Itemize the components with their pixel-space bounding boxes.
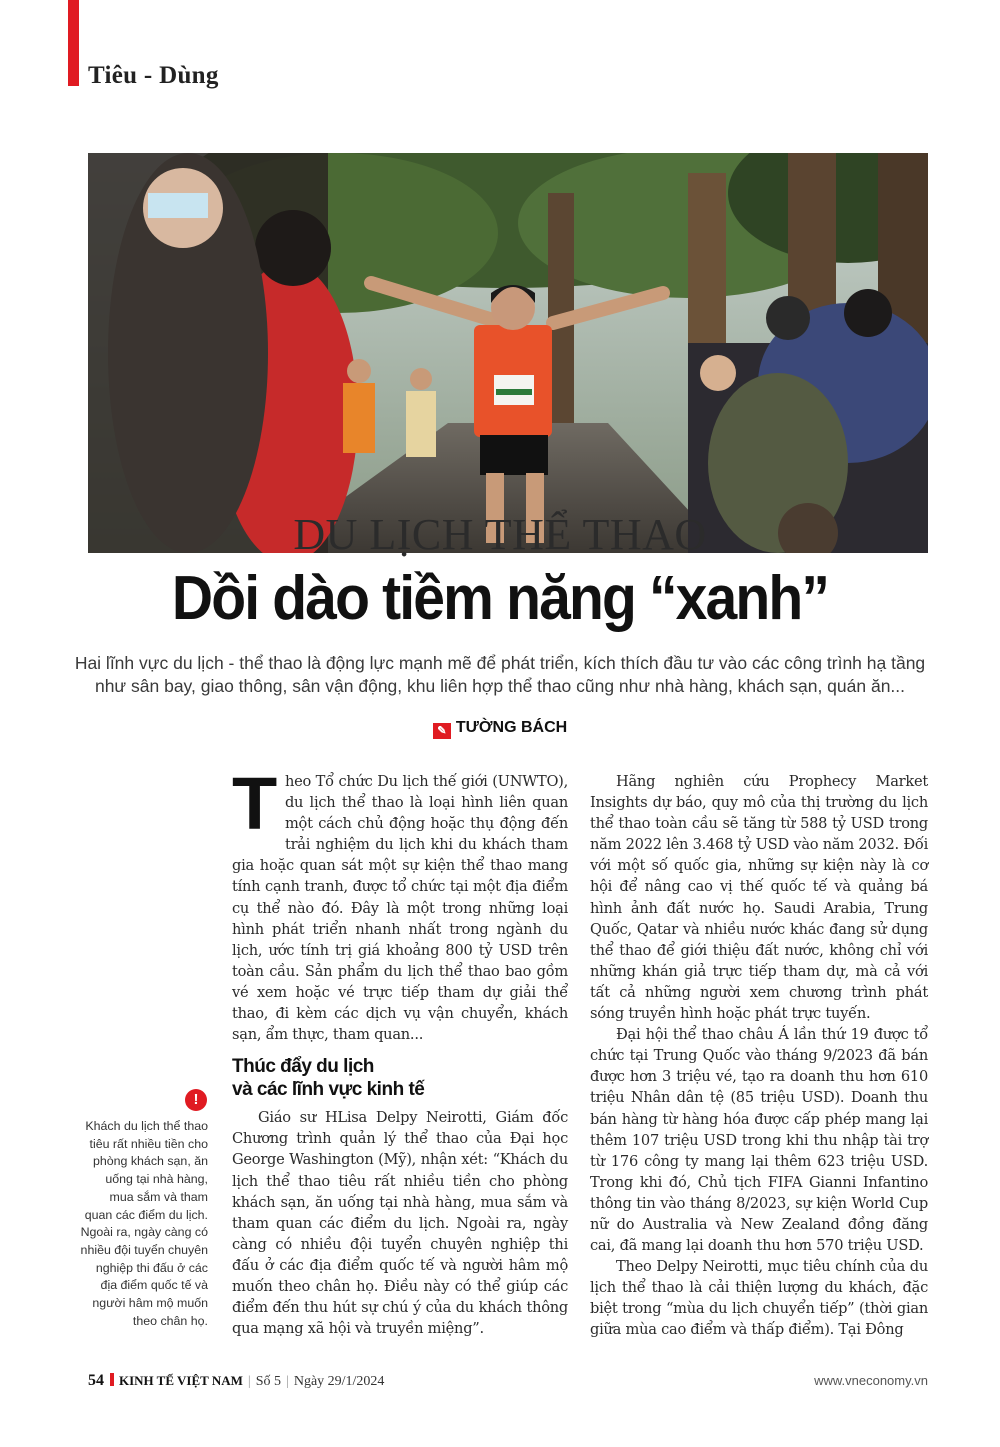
paragraph-neirotti: Theo Delpy Neirotti, mục tiêu chính của du lịch thể thao là cải thiện lượng du khách, đặc biệt trong “mùa du lịch chuyển tiếp” (thời gian giữa mùa cao điểm và thấp điểm). Tại Đông: [590, 1258, 928, 1339]
footer-accent-bar: [110, 1373, 114, 1386]
paragraph-market: Hãng nghiên cứu Prophecy Market Insights dự báo, quy mô của thị trường du lịch thể thao toàn cầu sẽ tăng từ 588 tỷ USD trong năm 2022 lên 3.468 tỷ USD vào năm 2032. Đối với một số quốc gia, những sự kiện này là cơ hội để nâng cao vị thế quốc tế và quảng bá hình ảnh đất nước họ. Saudi Arabia, Trung Quốc, Qatar và nhiều nước khác đang sử dụng thể thao để giới thiệu đất nước, không chỉ với những khán giả trực tiếp tham dự, mà cả với tất cả những người xem chương trình phát sóng truyền hình hoặc phát trực tuyến.: [590, 773, 928, 1023]
section-title: Tiêu - Dùng: [88, 62, 219, 89]
page-footer: [88, 1372, 928, 1392]
exclamation-icon: !: [185, 1089, 207, 1111]
author-name: TƯỜNG BÁCH: [455, 719, 568, 736]
page-number: 54: [88, 1372, 104, 1389]
subheading-line-1: Thúc đẩy du lịch: [232, 1056, 374, 1078]
article-kicker: DU LỊCH THỂ THAO: [293, 510, 707, 559]
article-subheading: [232, 1055, 568, 1101]
article-headline: Dồi dào tiềm năng “xanh”: [171, 564, 829, 633]
side-note: Khách du lịch thể thao tiêu rất nhiều tiền cho phòng khách sạn, ăn uống tại nhà hàng, mua sắm và tham quan các điểm du lịch. Ngoài ra, ngày càng có nhiều đội tuyển chuyên nghiệp thi đấu ở các địa điểm quốc tế và người hâm mộ muốn theo chân họ.: [80, 1119, 208, 1328]
subheading-line-2: và các lĩnh vực kinh tế: [232, 1079, 425, 1101]
footer-separator: |: [247, 1374, 251, 1389]
section-marker-bar: [68, 0, 79, 86]
issue-number: Số 5: [255, 1374, 282, 1389]
paragraph-asiad: Đại hội thể thao châu Á lần thứ 19 được tổ chức tại Trung Quốc vào tháng 9/2023 đã bán được hơn 3 triệu vé, tạo ra doanh thu hơn 610 triệu Nhân dân tệ (85 triệu USD). Doanh thu bán hàng từ hàng hóa được cấp phép mang lại thêm 107 triệu USD trong khi thu nhập tài trợ từ 176 công ty mang lại thêm 623 triệu USD. Trong khi đó, Chủ tịch FIFA Gianni Infantino thông tin vào tháng 8/2023, sự kiện World Cup nữ do Australia và New Zealand đồng đăng cai, đã mang lại doanh thu hơn 570 triệu USD.: [590, 1026, 928, 1255]
website-url[interactable]: www.vneconomy.vn: [814, 1373, 928, 1388]
pen-icon: ✎: [433, 723, 451, 739]
magazine-name: KINH TẾ VIỆT NAM: [119, 1373, 243, 1388]
drop-cap: T: [232, 762, 277, 845]
paragraph-quote: Giáo sư HLisa Delpy Neirotti, Giám đốc Chương trình quản lý thể thao của Đại học George Washington (Mỹ), nhận xét: “Khách du lịch thể thao tiêu rất nhiều tiền cho phòng khách sạn, ăn uống tại nhà hàng, mua sắm và tham quan các điểm du lịch. Ngoài ra, ngày càng có nhiều đội tuyển chuyên nghiệp thi đấu ở các địa điểm quốc tế và người hâm mộ muốn theo chân họ. Điều này có thể giúp các điểm đến thu hút sự chú ý của du khách thông qua mạng xã hội và truyền miệng”.: [232, 1109, 568, 1338]
article-sapo: Hai lĩnh vực du lịch - thể thao là động lực mạnh mẽ để phát triển, kích thích đầu tư vào các công trình hạ tầng như sân bay, giao thông, sân vận động, khu liên hợp thể thao cũng như nhà hàng, khách sạn, quán ăn...: [74, 653, 926, 696]
footer-separator: |: [286, 1374, 289, 1389]
paragraph-intro-text: heo Tổ chức Du lịch thế giới (UNWTO), du lịch thể thao là loại hình liên quan một cách chủ động hoặc thụ động đến trải nghiệm du lịch khi du khách tham gia hoặc quan sát một sự kiện thể thao mang tính cạnh tranh, được tổ chức tại một địa điểm cụ thể nào đó. Đây là một trong những loại hình phát triển nhanh nhất trong ngành du lịch, ước tính trị giá khoảng 800 tỷ USD trên toàn cầu. Sản phẩm du lịch thể thao bao gồm vé xem hoặc vé trực tiếp tham dự giải thể thao, đi kèm các dịch vụ vận chuyển, khách sạn, ẩm thực, tham quan...: [232, 773, 568, 1044]
article-column-2: [590, 771, 928, 1341]
author-byline: [0, 719, 1000, 739]
issue-date: Ngày 29/1/2024: [293, 1374, 385, 1389]
hero-photo: [88, 153, 928, 553]
article-column-1: [232, 762, 568, 1339]
paragraph-intro: [232, 762, 568, 1045]
